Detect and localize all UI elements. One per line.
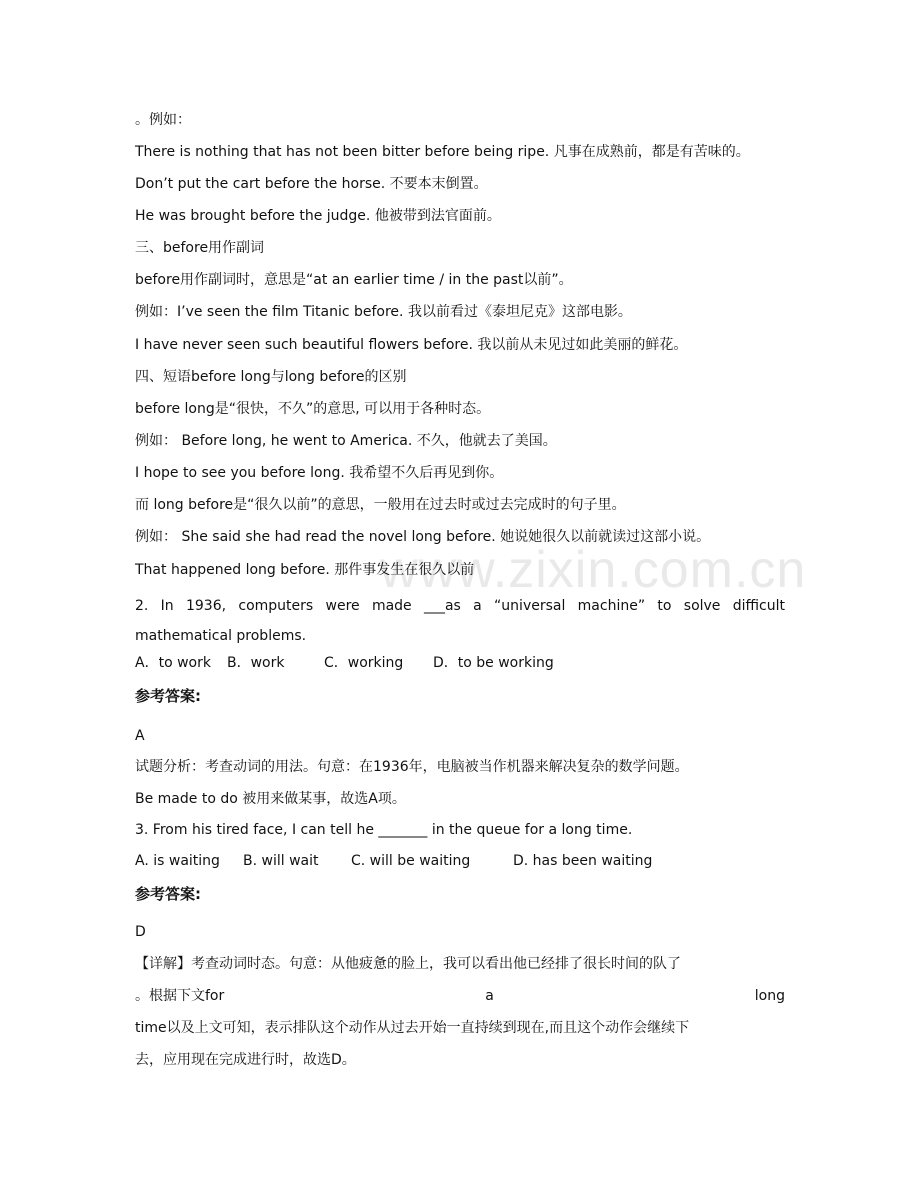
question-3-stem: 3. From his tired face, I can tell he _______ in the queue for a long time. <box>135 822 633 838</box>
detail-fragment: long <box>754 988 785 1004</box>
option-c: C. will be waiting <box>351 853 471 869</box>
detail-fragment: a <box>485 988 494 1004</box>
option-d: D. has been waiting <box>513 853 653 869</box>
detail-text <box>135 986 785 1006</box>
section-heading: 四、短语before long与long before的区别 <box>135 369 407 385</box>
analysis-text: 试题分析：考查动词的用法。句意：在1936年，电脑被当作机器来解决复杂的数学问题。 <box>135 759 689 775</box>
answer-value: A <box>135 728 145 744</box>
explanation-text: before long是“很快，不久”的意思, 可以用于各种时态。 <box>135 401 491 417</box>
question-3-options <box>135 851 652 871</box>
example-sentence: 例如： Before long, he went to America. 不久，他就去了美国。 <box>135 433 557 449</box>
answer-heading: 参考答案: <box>135 687 201 705</box>
section-heading: 三、before用作副词 <box>135 240 265 256</box>
example-sentence: 例如： She said she had read the novel long before. 她说她很久以前就读过这部小说。 <box>135 529 711 545</box>
option-a: A．to work <box>135 655 211 671</box>
option-c: C．working <box>324 655 404 671</box>
question-2-options <box>135 653 554 673</box>
detail-fragment: 。根据下文for <box>135 988 225 1004</box>
analysis-text: Be made to do 被用来做某事，故选A项。 <box>135 791 406 807</box>
detail-text: 去，应用现在完成进行时，故选D。 <box>135 1052 356 1068</box>
example-sentence: There is nothing that has not been bitter before being ripe. 凡事在成熟前，都是有苦味的。 <box>135 144 750 160</box>
question-2-stem: 2. In 1936, computers were made ___as a “universal machine” to solve difficult mathematical problems. <box>135 598 785 644</box>
watermark: www.zixin.com.cn <box>380 541 807 599</box>
option-d: D．to be working <box>433 655 554 671</box>
example-sentence: He was brought before the judge. 他被带到法官面前。 <box>135 208 501 224</box>
option-b: B. will wait <box>243 853 319 869</box>
example-sentence: I have never seen such beautiful flowers before. 我以前从未见过如此美丽的鲜花。 <box>135 337 688 353</box>
explanation-text: before用作副词时，意思是“at an earlier time / in the past以前”。 <box>135 272 573 288</box>
example-sentence: That happened long before. 那件事发生在很久以前 <box>135 562 475 578</box>
example-sentence: Don’t put the cart before the horse. 不要本末倒置。 <box>135 176 488 192</box>
option-a: A. is waiting <box>135 853 220 869</box>
answer-value: D <box>135 924 146 940</box>
example-sentence: I hope to see you before long. 我希望不久后再见到你。 <box>135 465 504 481</box>
example-intro: 。例如： <box>135 112 191 128</box>
explanation-text: 而 long before是“很久以前”的意思，一般用在过去时或过去完成时的句子里。 <box>135 497 626 513</box>
example-sentence: 例如：I’ve seen the film Titanic before. 我以前看过《泰坦尼克》这部电影。 <box>135 304 632 320</box>
detail-text: time以及上文可知，表示排队这个动作从过去开始一直持续到现在,而且这个动作会继续下 <box>135 1020 690 1036</box>
option-b: B．work <box>227 655 285 671</box>
answer-heading: 参考答案: <box>135 885 201 903</box>
detail-text: 【详解】考查动词时态。句意：从他疲惫的脸上，我可以看出他已经排了很长时间的队了 <box>135 956 681 972</box>
